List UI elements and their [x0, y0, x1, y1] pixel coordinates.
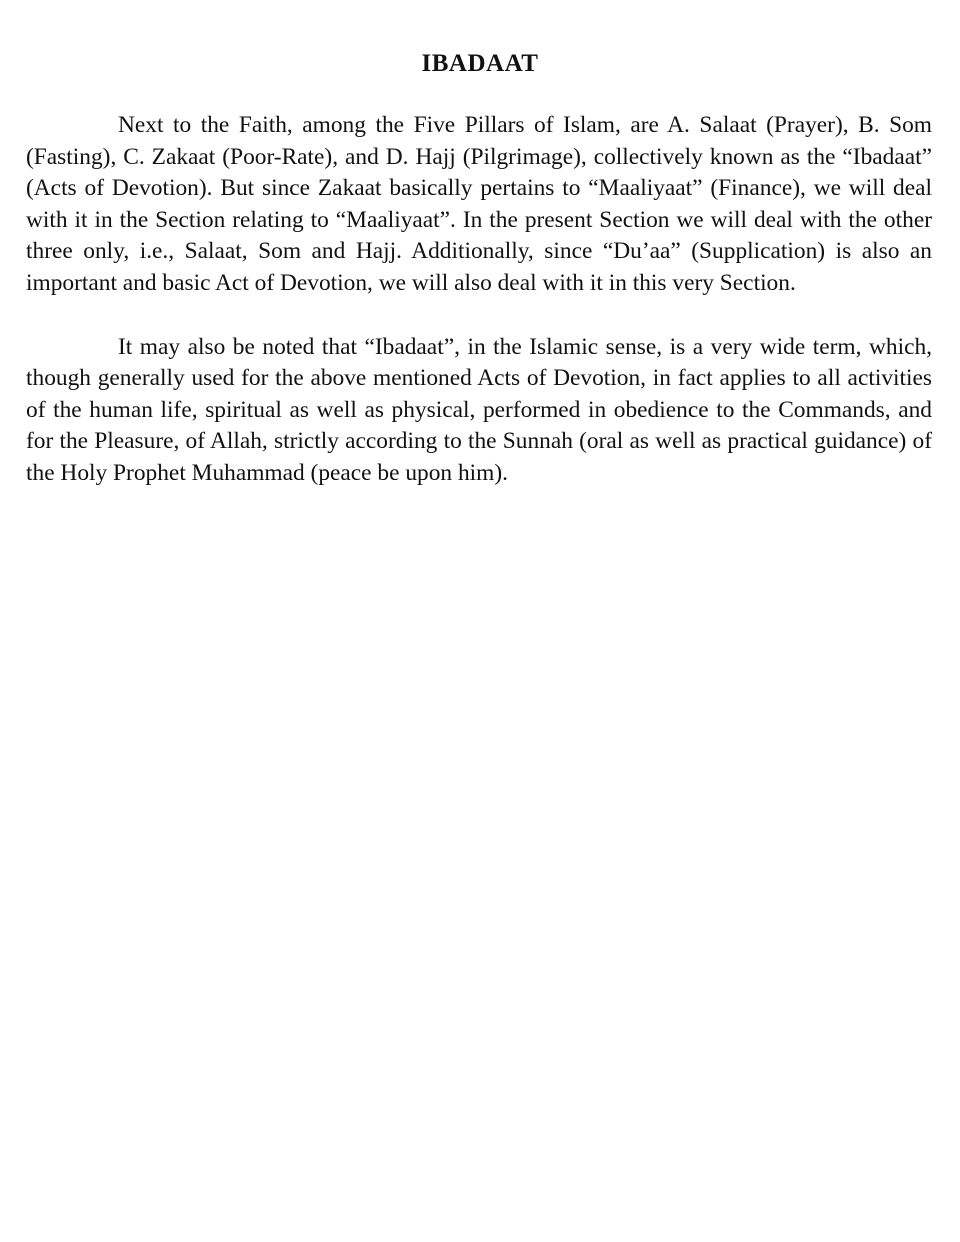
page-title: IBADAAT [421, 50, 539, 77]
paragraph: Next to the Faith, among the Five Pillars of Islam, are A. Salaat (Prayer), B. Som (Fasting), C. Zakaat (Poor-Rate), and D. Hajj (Pilgrimage), collectively known as the “Ibadaat” (Acts of Devotion). But since Zakaat basically pertains to “Maaliyaat” (Finance), we will deal with it in the Section relating to “Maaliyaat”. In the present Section we will deal with the other three only, i.e., Salaat, Som and Hajj. Additionally, since “Du’aa” (Supplication) is also an important and basic Act of Devotion, we will also deal with it in this very Section. [26, 112, 932, 296]
paragraph: It may also be noted that “Ibadaat”, in the Islamic sense, is a very wide term, which, though generally used for the above mentioned Acts of Devotion, in fact applies to all activities of the human life, spiritual as well as physical, performed in obedience to the Commands, and for the Pleasure, of Allah, strictly according to the Sunnah (oral as well as practical guidance) of the Holy Prophet Muhammad (peace be upon him). [26, 333, 932, 486]
body-text [26, 110, 932, 522]
